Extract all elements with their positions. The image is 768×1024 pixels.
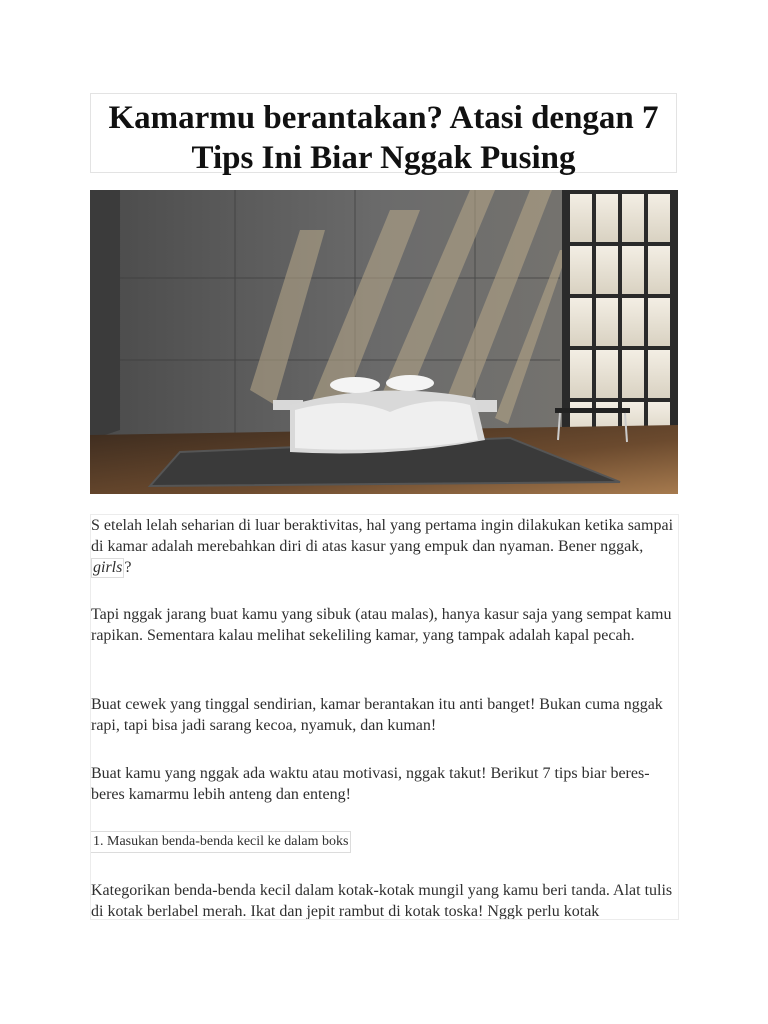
title-box [90, 93, 677, 176]
paragraph-1: S etelah lelah seharian di luar beraktivitas, hal yang pertama ingin dilakukan ketika sampai di kamar adalah merebahkan diri di atas kasur yang empuk dan nyaman. Bener nggak, girls ? [91, 517, 674, 576]
girls-emphasis: girls [93, 559, 123, 576]
paragraph-2: Tapi nggak jarang buat kamu yang sibuk (atau malas), hanya kasur saja yang sempat kamu rapikan. Sementara kalau melihat sekeliling kamar, yang tampak adalah kapal pecah. [91, 606, 672, 644]
paragraph-4: Buat kamu yang nggak ada waktu atau motivasi, nggak takut! Berikut 7 tips biar beres-beres kamarmu lebih anteng dan enteng! [91, 765, 650, 803]
article-body [90, 514, 679, 920]
paragraph-5: Kategorikan benda-benda kecil dalam kotak-kotak mungil yang kamu beri tanda. Alat tulis di kotak berlabel merah. Ikat dan jepit rambut di kotak toska! Nggk perlu kotak [91, 882, 673, 920]
tip-1-heading: 1. Masukan benda-benda kecil ke dalam boks [91, 831, 351, 853]
hero-image [90, 190, 678, 494]
paragraph-3: Buat cewek yang tinggal sendirian, kamar berantakan itu anti banget! Bukan cuma nggak rapi, tapi bisa jadi sarang kecoa, nyamuk, dan kuman! [91, 696, 663, 734]
bedroom-photo [90, 190, 678, 494]
article-title: Kamarmu berantakan? Atasi dengan 7 Tips Ini Biar Nggak Pusing [108, 100, 659, 176]
